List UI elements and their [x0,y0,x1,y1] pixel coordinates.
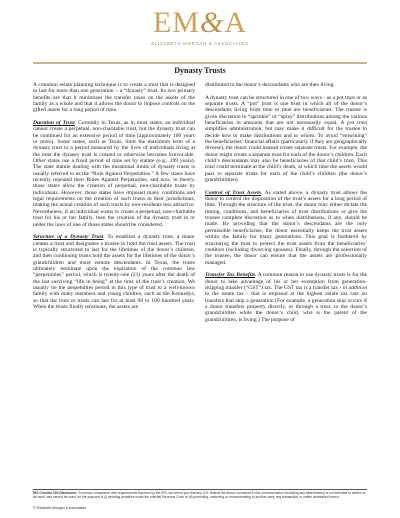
irs-disclosure [33,489,367,499]
disclosure-body: To ensure compliance with requirements imposed by the IRS, we inform you that any U.S. federal tax advice contained in this communication (including any attachments) is not intended or written to be used, and cannot be used, for the purpose of (i) avoiding penalties under the Internal Revenue Code or (ii) promoting, marketing or recommending to another party any transaction or matter addressed herein. [33,491,366,500]
duration-paragraph [33,120,195,228]
page-title: Dynasty Trusts [174,66,226,75]
copyright-notice: © Elizabeth Morgan & Associates [33,506,87,510]
structure-heading: Structure of a Dynasty Trust [33,234,104,241]
firm-logo [0,6,400,46]
duration-heading: Duration of Trust [33,120,75,127]
duration-body: . Currently in Texas, as in most states, an individual cannot create a perpetual, non-charitable trust, but the dynasty trust can be continued for an extensive period of time (approximately 100 years or more). Some states, such as Texas, limit the maximum term of a dynasty trust to a period measured by the lives of individuals living at the time the dynasty trust is created or otherwise becomes irrevocable. Other states use a fixed period of time set by statute (e.g., 199 years). The state statute dealing with the durational limits of dynasty trusts is usually referred to as the “Rule Against Perpetuities.” A few states have recently repealed their Rules Against Perpetuities, and now, in theory, those states allow the creation of perpetual, non-charitable trusts by individuals. However, those states have imposed many conditions and legal requirements on the creation of such trusts in their jurisdictions, making the actual creation of such trusts by non-residents less attractive. Nevertheless, if an individual wants to create a perpetual, non-charitable trust for his or her family, then the creation of the dynasty trust in or under the laws of one of those states should be considered. [33,120,195,228]
tax-body-b: to the estate tax - that is imposed at the highest estate tax rate on transfers that skip a generation (For example, a generation skip occurs if a donor transfers property directly, or through a trust, to the donor’s grandchildren while the donor’s child, who is the parent of the grandchildren, is living.) The purpose of [205,291,367,323]
control-paragraph [205,190,367,266]
continued-paragraph: distributed to the donor’s descendants who are then living. [205,82,335,88]
logo-firm-name: ELIZABETH MORGAN & ASSOCIATES [151,41,249,46]
logo-right: A [224,6,247,39]
pot-trust-paragraph: A dynasty trust can be structured in one of two ways - as a pot trust or as separate trusts. A “pot” trust is one trust in which all of the donor’s descendants living from time to time are beneficiaries. The trustee is given discretion to “sprinkle” or “spray” distributions among the various beneficiaries in amounts that are not necessarily equal. A pot trust simplifies administration, but may make it difficult for the trustee to decide how to make distributions and to whom. To avoid “entwining” the beneficiaries’ financial affairs (particularly if they are geographically diverse), the donor could instead create separate trusts. For example, the donor might create a separate trust for each of the donor’s children. Each child’s descendants may also be beneficiaries of that child’s trust. This trust could terminate at the child’s death, at which time the assets would pass to separate trusts for each of the child’s children (the donor’s grandchildren). [205,94,367,184]
logo-left: EM [152,6,200,39]
body-columns [33,82,367,482]
tax-emphasis: in addition [342,284,367,291]
tax-body-a: . A common reason to use dynasty trusts is for the donor to take advantage of his or her exemption from generation-skipping transfer (“GST”) tax. The GST tax is a transfer tax - [205,272,367,291]
control-heading: Control of Trust Assets [205,189,261,196]
intro-paragraph: A common estate planning technique is to create a trust that is designed to last for more than one generation – a “dynasty” trust. Its two primary benefits are that it minimizes the transfer taxes on the assets of the family as a whole and that it allows the donor to impose controls on the gifted assets for a long period of time. [33,82,195,114]
disclosure-heading: IRS Circular 230 Disclosure: [33,491,78,495]
header-divider [33,62,367,64]
tax-heading: Transfer Tax Benefits [205,272,256,279]
logo-monogram [0,6,400,40]
tax-paragraph [205,272,367,323]
logo-amp: & [199,6,225,39]
control-body: . As stated above, a dynasty trust allows the donor to control the disposition of the trust’s assets for a long period of time. Through the structure of the trust, the donor may either dictate the timing, conditions, and beneficiaries of trust distributions or give the trustee complete discretion as to when distributions, if any, should be made. By providing that the donor’s descendants are the only permissible beneficiaries, the donor essentially keeps the trust assets within the family for many generations. This goal is furthered by structuring the trust to protect the trust assets from the beneficiaries’ creditors (including divorcing spouses). Finally, through the selection of the trustee, the donor can ensure that the assets are professionally managed. [205,189,368,266]
structure-paragraph [33,234,195,310]
structure-body: . To establish a dynasty trust, a donor creates a trust and designates a trustee to hold the trust assets. The trust is typically structured to last for the lifetimes of the donor’s children, and then continuing trusts hold the assets for the lifetimes of the donor’s grandchildren and more remote descendants. In Texas, the trusts ultimately terminate upon the expiration of the common law “perpetuities” period, which is twenty-one (21) years after the death of the last surviving “life in being” at the time of the trust’s creation. We usually tie the perpetuities period in this type of trust to a well-known family with many members and young children, such as the Kennedys, so that the trust or trusts can last for at least 90 to 100 hundred years. When the trusts finally terminate, the assets are [33,234,195,310]
left-column [33,82,195,482]
right-column [205,82,367,482]
